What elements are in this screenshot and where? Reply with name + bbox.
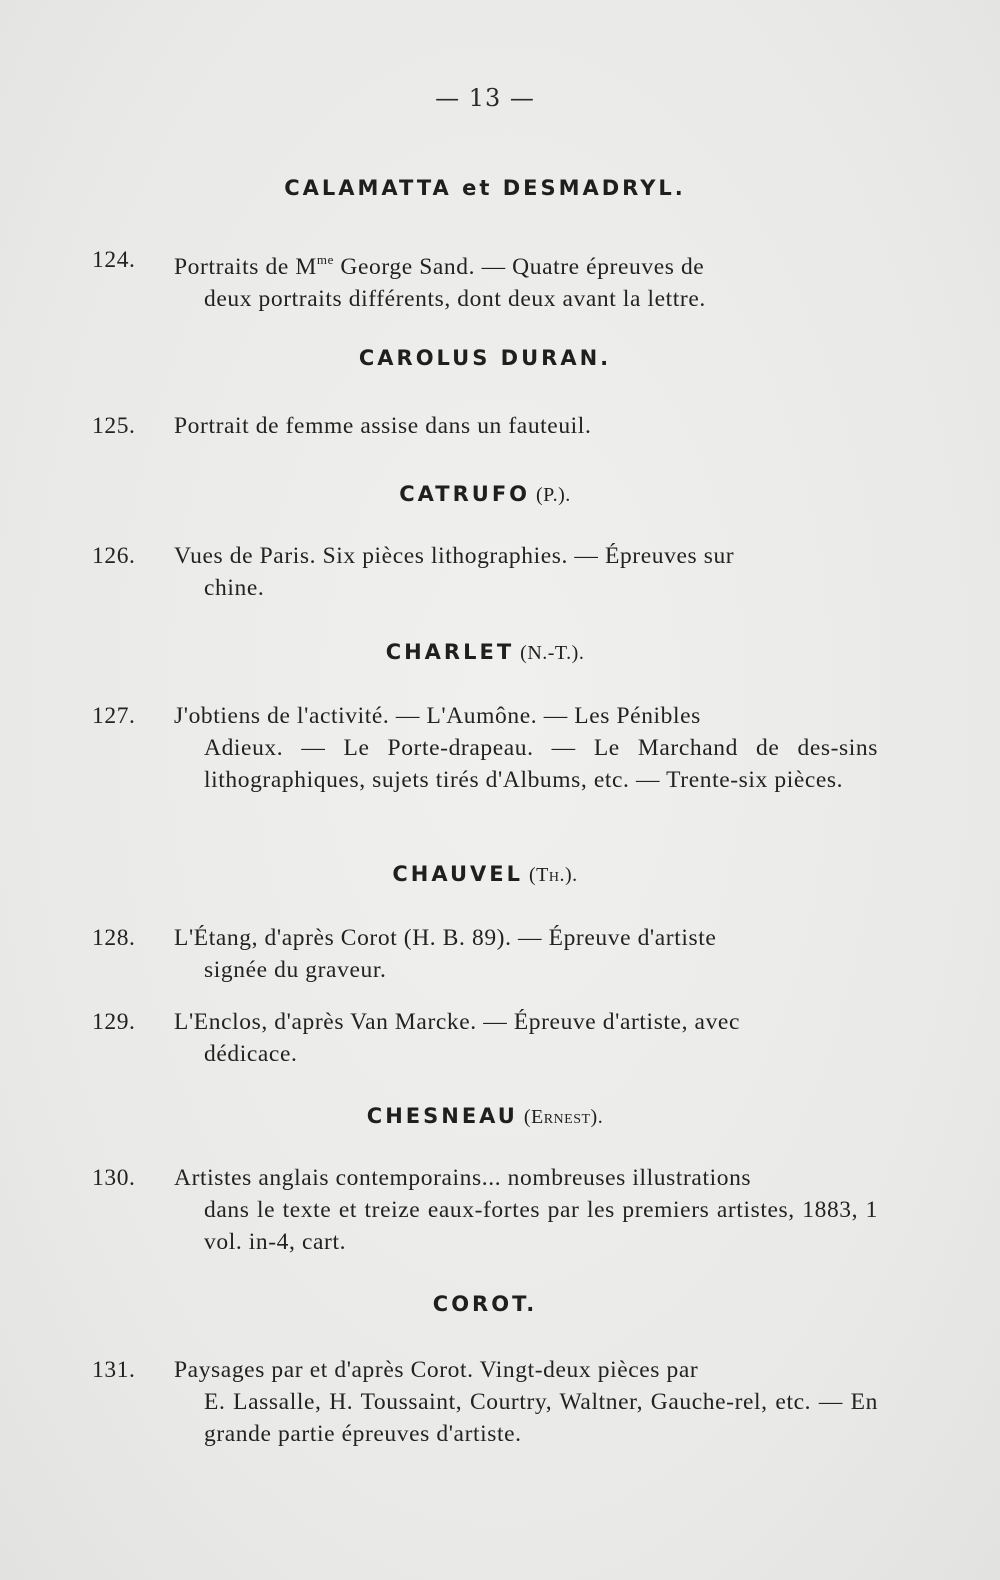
entry-number: 126. (92, 543, 136, 569)
entry-number: 129. (92, 1009, 136, 1035)
entry-text (174, 410, 878, 442)
entry-first-line: L'Enclos, d'après Van Marcke. — Épreuve d'artiste, avec (174, 1009, 740, 1035)
superscript: me (316, 252, 334, 267)
entry-text (174, 700, 878, 796)
entry-continuation: deux portraits différents, dont deux avant la lettre. (204, 286, 706, 312)
entry-text (174, 1162, 878, 1258)
section-heading-charlet (0, 640, 970, 665)
heading-text: CHAUVEL (392, 862, 523, 886)
entry-number: 124. (92, 247, 136, 273)
entry-first-line: J'obtiens de l'activité. — L'Aumône. — Les Pénibles (174, 703, 701, 729)
catalogue-entry-124 (92, 244, 878, 315)
page-number: — 13 — (435, 84, 535, 112)
catalogue-entry-127 (92, 700, 878, 796)
section-heading-chauvel (0, 862, 970, 887)
catalogue-entry-130 (92, 1162, 878, 1258)
section-heading-catrufo (0, 482, 970, 507)
entry-first-line: Portrait de femme assise dans un fauteuil. (174, 413, 592, 439)
section-heading-carolus-duran (0, 346, 970, 370)
catalogue-entry-129 (92, 1006, 878, 1070)
entry-continuation: signée du graveur. (204, 957, 387, 983)
heading-initials: (Th.). (528, 864, 578, 886)
heading-text: COROT. (432, 1292, 538, 1316)
entry-continuation: dédicace. (204, 1041, 298, 1067)
entry-text (174, 922, 878, 986)
entry-first-line: L'Étang, d'après Corot (H. B. 89). — Épreuve d'artiste (174, 925, 717, 951)
section-heading-calamatta (0, 176, 970, 200)
heading-text: CAROLUS DURAN. (358, 346, 612, 370)
entry-first-line: Artistes anglais contemporains... nombreuses illustrations (174, 1165, 752, 1191)
catalogue-entry-128 (92, 922, 878, 986)
entry-first-line: Portraits de M (174, 254, 317, 280)
entry-number: 128. (92, 925, 136, 951)
entry-first-line: Vues de Paris. Six pièces lithographies. — Épreuves sur (174, 543, 735, 569)
entry-number: 131. (92, 1357, 136, 1383)
entry-first-line-rest: George Sand. — Quatre épreuves de (333, 254, 705, 280)
heading-text: CALAMATTA et DESMADRYL. (284, 176, 686, 200)
entry-text (174, 1006, 878, 1070)
section-heading-corot (0, 1292, 970, 1316)
entry-text (174, 1354, 878, 1450)
entry-number: 125. (92, 413, 136, 439)
heading-text: CHARLET (385, 640, 515, 664)
entry-continuation: Adieux. — Le Porte-drapeau. — Le Marchand de des-sins lithographiques, sujets tirés d'Albums, etc. — Trente-six pièces. (204, 735, 878, 793)
entry-continuation: dans le texte et treize eaux-fortes par les premiers artistes, 1883, 1 vol. in-4, cart. (204, 1197, 878, 1255)
heading-text: CATRUFO (399, 482, 531, 506)
catalogue-entry-125 (92, 410, 878, 442)
catalogue-entry-131 (92, 1354, 878, 1450)
entry-continuation: chine. (204, 575, 265, 601)
entry-continuation: E. Lassalle, H. Toussaint, Courtry, Waltner, Gauche-rel, etc. — En grande partie épreuves d'artiste. (204, 1389, 878, 1447)
entry-text (174, 540, 878, 604)
heading-text: CHESNEAU (366, 1104, 518, 1128)
heading-initials: (N.-T.). (520, 642, 585, 664)
section-heading-chesneau (0, 1104, 970, 1129)
entry-text (174, 244, 878, 315)
heading-initials: (P.). (536, 484, 571, 506)
catalogue-entry-126 (92, 540, 878, 604)
entry-number: 127. (92, 703, 136, 729)
entry-number: 130. (92, 1165, 136, 1191)
heading-initials: (Ernest). (523, 1106, 604, 1128)
entry-first-line: Paysages par et d'après Corot. Vingt-deux pièces par (174, 1357, 699, 1383)
